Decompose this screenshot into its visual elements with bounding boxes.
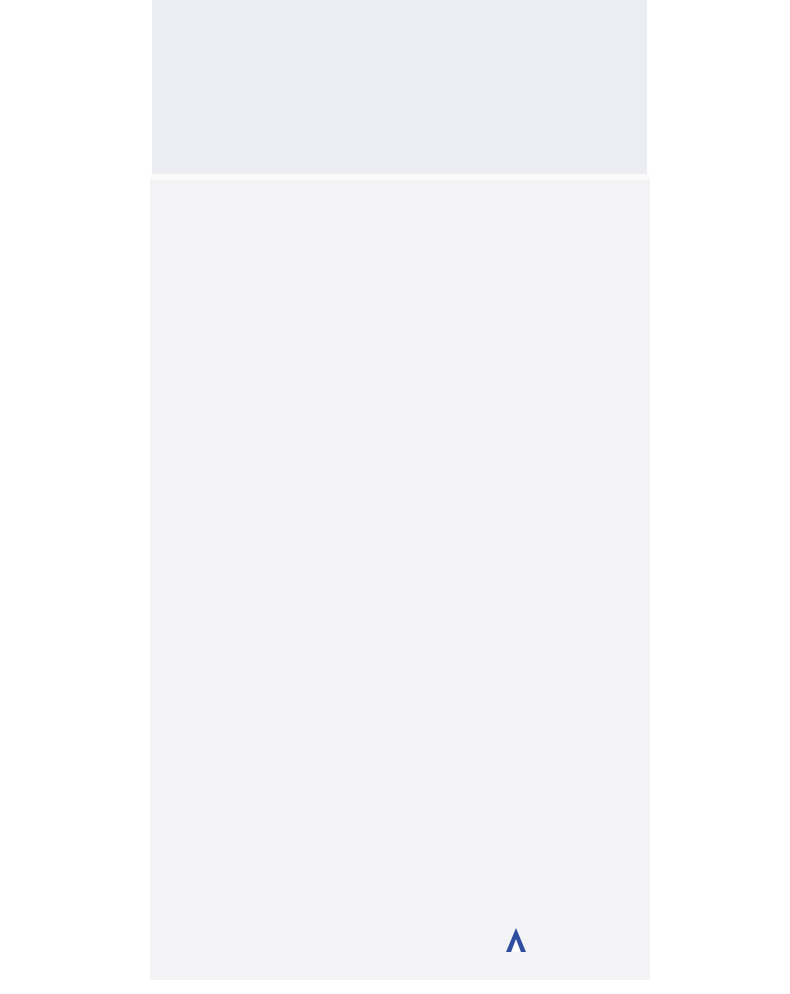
leaflet-bottom-fragment	[150, 180, 650, 980]
leaflet-top-fragment	[152, 0, 647, 174]
company-logo	[505, 922, 645, 962]
cpu-pharma-logo-icon	[505, 926, 527, 954]
